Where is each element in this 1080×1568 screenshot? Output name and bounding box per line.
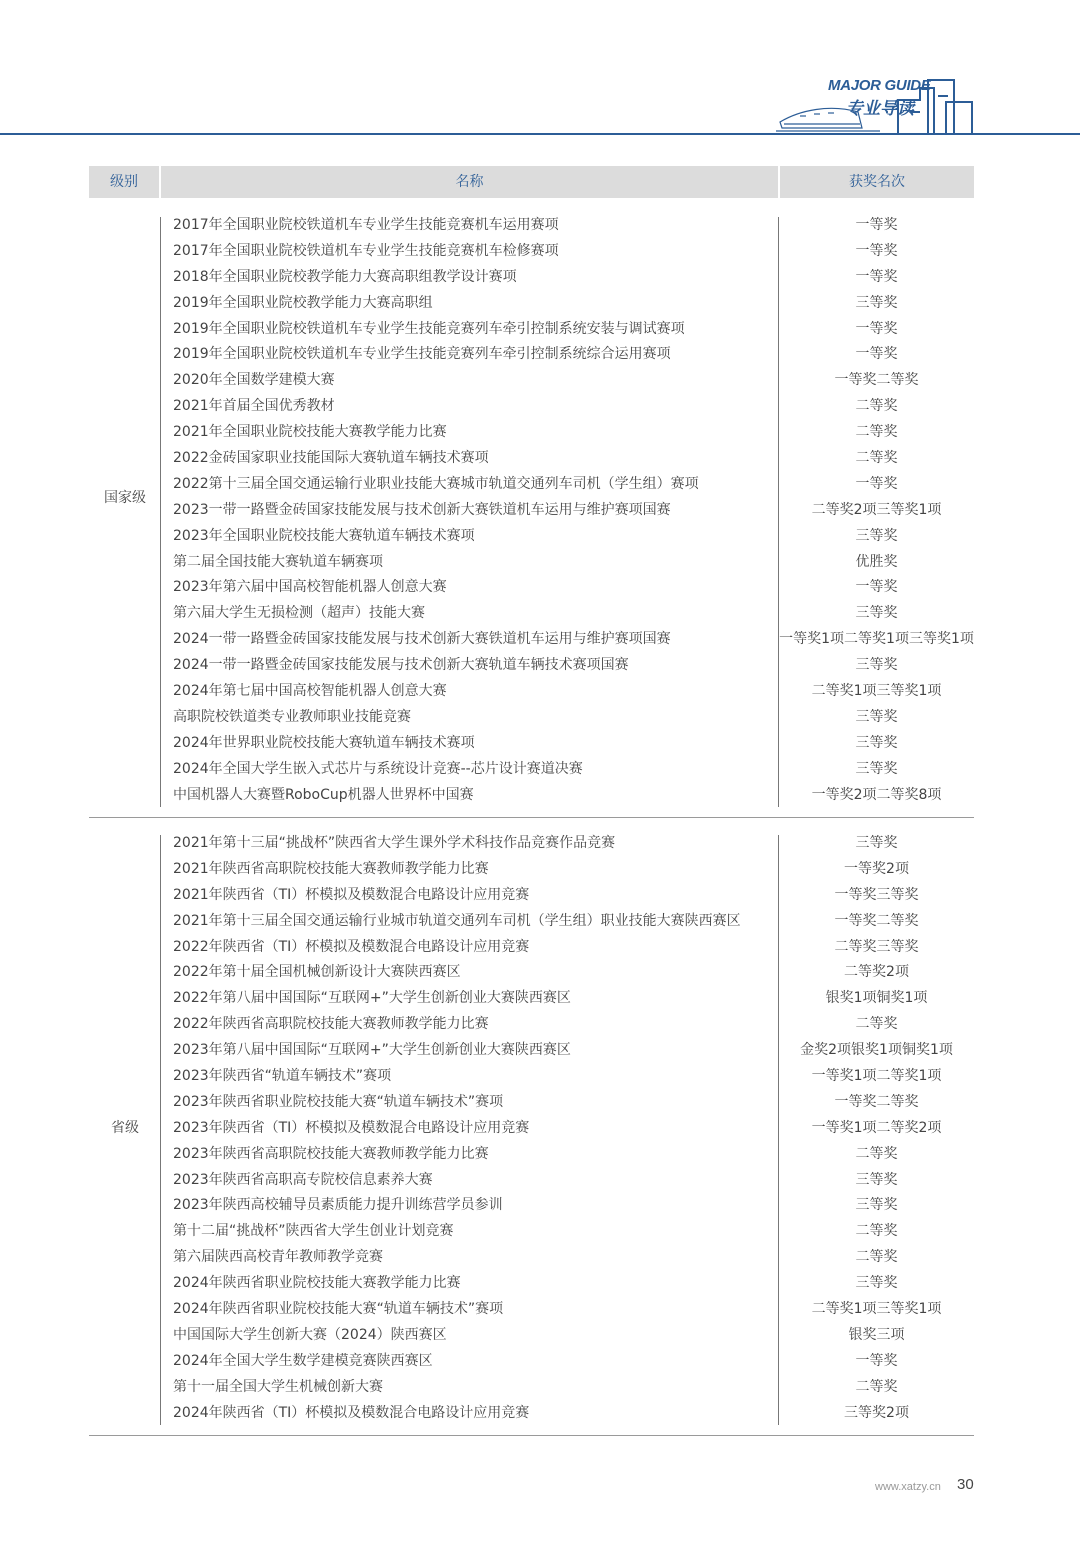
competition-name: 2023年陕西省职业院校技能大赛“轨道车辆技术”赛项: [173, 1093, 504, 1110]
competition-name: 2021年全国职业院校技能大赛教学能力比赛: [173, 424, 447, 441]
award-result: 二等奖1项三等奖1项: [811, 1301, 942, 1318]
table-bottom-rule: [89, 1435, 974, 1436]
table-row: [89, 705, 974, 731]
table-row: [89, 342, 974, 368]
table-row: [89, 986, 974, 1012]
table-row: [89, 291, 974, 317]
table-row: [89, 653, 974, 679]
competition-name: 第六届陕西高校青年教师教学竞赛: [173, 1249, 383, 1266]
award-result: 二等奖: [855, 450, 898, 467]
table-row: [89, 783, 974, 809]
major-guide-logo: [770, 72, 980, 138]
competition-name: 2024年第七届中国高校智能机器人创意大赛: [173, 683, 447, 700]
award-result: 二等奖: [855, 398, 898, 415]
competition-name: 中国国际大学生创新大赛（2024）陕西赛区: [173, 1326, 447, 1343]
award-result: 三等奖: [855, 605, 898, 622]
competition-name: 2024年陕西省职业院校技能大赛“轨道车辆技术”赛项: [173, 1301, 504, 1318]
competition-name: 中国机器人大赛暨RoboCup机器人世界杯中国赛: [173, 786, 474, 803]
award-result: 三等奖: [855, 527, 898, 544]
competition-name: 2019年全国职业院校铁道机车专业学生技能竞赛列车牵引控制系统综合运用赛项: [173, 346, 671, 363]
award-result: 三等奖: [855, 760, 898, 777]
competition-name: 2017年全国职业院校铁道机车专业学生技能竞赛机车检修赛项: [173, 242, 559, 259]
competition-name: 2024一带一路暨金砖国家技能发展与技术创新大赛铁道机车运用与维护赛项国赛: [173, 631, 671, 648]
competition-name: 2024年陕西省职业院校技能大赛教学能力比赛: [173, 1275, 461, 1292]
competition-name: 2024年世界职业院校技能大赛轨道车辆技术赛项: [173, 734, 475, 751]
competition-name: 2019年全国职业院校教学能力大赛高职组: [173, 294, 433, 311]
table-row: [89, 1297, 974, 1323]
award-result: 一等奖二等奖: [834, 372, 919, 389]
table-row: [89, 1219, 974, 1245]
level-label: 国家级: [104, 490, 146, 506]
award-result: 一等奖: [855, 475, 898, 492]
table-row: [89, 857, 974, 883]
table-row: [89, 1375, 974, 1401]
table-row: [89, 239, 974, 265]
award-result: 二等奖三等奖: [834, 938, 919, 955]
competition-name: 2020年全国数学建模大赛: [173, 372, 335, 389]
competition-name: 2022金砖国家职业技能国际大赛轨道车辆技术赛项: [173, 450, 489, 467]
table-row: [89, 1090, 974, 1116]
award-result: 二等奖: [855, 1223, 898, 1240]
table-row: [89, 550, 974, 576]
award-result: 一等奖: [855, 346, 898, 363]
competition-name: 2023年全国职业院校技能大赛轨道车辆技术赛项: [173, 527, 475, 544]
award-result: 三等奖: [855, 708, 898, 725]
table-row: [89, 627, 974, 653]
award-result: 三等奖: [855, 657, 898, 674]
award-result: 银奖1项铜奖1项: [825, 990, 928, 1007]
award-result: 一等奖: [855, 1352, 898, 1369]
header-award: 获奖名次: [780, 166, 974, 198]
table-header: [89, 166, 974, 198]
competition-name: 2024年全国大学生嵌入式芯片与系统设计竞赛--芯片设计赛道决赛: [173, 760, 583, 777]
table-row: [89, 394, 974, 420]
competition-name: 2023年陕西省高职院校技能大赛教师教学能力比赛: [173, 1145, 489, 1162]
competition-name: 2022第十三届全国交通运输行业职业技能大赛城市轨道交通列车司机（学生组）赛项: [173, 475, 699, 492]
award-result: 二等奖: [855, 424, 898, 441]
award-result: 二等奖: [855, 1145, 898, 1162]
competition-name: 2024年陕西省（TI）杯模拟及模数混合电路设计应用竞赛: [173, 1404, 530, 1421]
award-result: 二等奖: [855, 1249, 898, 1266]
table-row: [89, 1245, 974, 1271]
header-level: 级别: [89, 166, 159, 198]
table-row: [89, 1271, 974, 1297]
table-row: [89, 831, 974, 857]
table-row: [89, 1064, 974, 1090]
competition-name: 2021年第十三届“挑战杯”陕西省大学生课外学术科技作品竞赛作品竞赛: [173, 835, 616, 851]
section-separator: [89, 817, 974, 818]
table-row: [89, 575, 974, 601]
award-result: 一等奖: [855, 579, 898, 596]
award-result: 一等奖2项二等奖8项: [811, 786, 942, 803]
section-national: [89, 213, 974, 809]
award-result: 三等奖: [855, 1171, 898, 1188]
table-row: [89, 1323, 974, 1349]
competition-name: 第十二届“挑战杯”陕西省大学生创业计划竞赛: [173, 1223, 454, 1240]
table-row: [89, 1038, 974, 1064]
competition-name: 2024年全国大学生数学建模竞赛陕西赛区: [173, 1352, 433, 1369]
award-result: 三等奖: [855, 734, 898, 751]
competition-name: 2021年陕西省（TI）杯模拟及模数混合电路设计应用竞赛: [173, 886, 530, 903]
table-row: [89, 265, 974, 291]
table-row: [89, 1142, 974, 1168]
logo-english-text: MAJOR GUIDE: [828, 77, 931, 94]
competition-name: 2018年全国职业院校教学能力大赛高职组教学设计赛项: [173, 268, 517, 285]
competition-name: 2022年第十届全国机械创新设计大赛陕西赛区: [173, 964, 461, 981]
table-row: [89, 420, 974, 446]
competition-name: 高职院校铁道类专业教师职业技能竞赛: [173, 708, 411, 725]
table-row: [89, 1193, 974, 1219]
award-result: 一等奖1项二等奖1项: [811, 1068, 942, 1085]
header-name: 名称: [161, 166, 778, 198]
award-result: 二等奖1项三等奖1项: [811, 683, 942, 700]
competition-name: 2022年陕西省高职院校技能大赛教师教学能力比赛: [173, 1016, 489, 1033]
award-list: [89, 213, 974, 808]
table-row: [89, 909, 974, 935]
table-row: [89, 1116, 974, 1142]
table-row: [89, 498, 974, 524]
page-footer: [850, 1476, 975, 1498]
table-row: [89, 446, 974, 472]
logo-chinese-text: 专业导读: [846, 99, 914, 119]
competition-name: 2021年陕西省高职院校技能大赛教师教学能力比赛: [173, 860, 489, 877]
competition-name: 2023年陕西省（TI）杯模拟及模数混合电路设计应用竞赛: [173, 1119, 530, 1136]
award-result: 二等奖2项三等奖1项: [811, 501, 942, 518]
competition-name: 2023年第八届中国国际“互联网+”大学生创新创业大赛陕西赛区: [173, 1042, 571, 1059]
page-number: 30: [957, 1476, 974, 1493]
competition-name: 2023年陕西省“轨道车辆技术”赛项: [173, 1068, 392, 1085]
competition-name: 第六届大学生无损检测（超声）技能大赛: [173, 605, 425, 622]
award-result: 一等奖二等奖: [834, 912, 919, 929]
table-row: [89, 679, 974, 705]
award-result: 一等奖: [855, 320, 898, 337]
competition-name: 2023年陕西高校辅导员素质能力提升训练营学员参训: [173, 1197, 503, 1214]
competition-name: 2022年陕西省（TI）杯模拟及模数混合电路设计应用竞赛: [173, 938, 530, 955]
competition-name: 2021年首届全国优秀教材: [173, 398, 335, 415]
table-row: [89, 731, 974, 757]
award-result: 三等奖2项: [844, 1404, 909, 1421]
award-result: 三等奖: [855, 294, 898, 311]
award-result: 金奖2项银奖1项铜奖1项: [800, 1042, 953, 1059]
award-result: 二等奖: [855, 1378, 898, 1395]
award-result: 三等奖: [855, 1275, 898, 1292]
award-result: 三等奖: [855, 1197, 898, 1214]
table-row: [89, 601, 974, 627]
award-result: 一等奖二等奖: [834, 1093, 919, 1110]
table-row: [89, 757, 974, 783]
award-result: 一等奖: [855, 242, 898, 259]
table-row: [89, 1349, 974, 1375]
table-row: [89, 213, 974, 239]
table-row: [89, 960, 974, 986]
competition-name: 2023年第六届中国高校智能机器人创意大赛: [173, 579, 447, 596]
award-result: 一等奖1项二等奖2项: [811, 1119, 942, 1136]
competition-name: 2023年陕西省高职高专院校信息素养大赛: [173, 1171, 433, 1188]
award-list: [89, 831, 974, 1426]
table-row: [89, 1012, 974, 1038]
table-row: [89, 317, 974, 343]
award-result: 一等奖: [855, 268, 898, 285]
table-row: [89, 883, 974, 909]
competition-name: 2023一带一路暨金砖国家技能发展与技术创新大赛铁道机车运用与维护赛项国赛: [173, 501, 671, 518]
table-row: [89, 524, 974, 550]
competition-name: 2021年第十三届全国交通运输行业城市轨道交通列车司机（学生组）职业技能大赛陕西赛区: [173, 912, 741, 929]
website-url: www.xatzy.cn: [875, 1481, 941, 1493]
competition-name: 第二届全国技能大赛轨道车辆赛项: [173, 553, 383, 570]
award-result: 一等奖: [855, 217, 898, 233]
award-result: 银奖三项: [848, 1326, 905, 1343]
table-row: [89, 1168, 974, 1194]
level-label: 省级: [111, 1120, 139, 1136]
award-result: 一等奖1项二等奖1项三等奖1项: [779, 631, 974, 648]
table-row: [89, 472, 974, 498]
competition-name: 2022年第八届中国国际“互联网+”大学生创新创业大赛陕西赛区: [173, 990, 571, 1007]
table-row: [89, 368, 974, 394]
section-provincial: [89, 831, 974, 1427]
award-result: 一等奖2项: [844, 860, 909, 877]
award-result: 二等奖2项: [844, 964, 909, 981]
award-result: 优胜奖: [855, 553, 898, 570]
table-row: [89, 1401, 974, 1427]
award-result: 三等奖: [855, 835, 898, 851]
competition-name: 第十一届全国大学生机械创新大赛: [173, 1378, 383, 1395]
award-result: 二等奖: [855, 1016, 898, 1033]
competition-name: 2024一带一路暨金砖国家技能发展与技术创新大赛轨道车辆技术赛项国赛: [173, 657, 629, 674]
competition-name: 2017年全国职业院校铁道机车专业学生技能竞赛机车运用赛项: [173, 217, 559, 233]
table-row: [89, 935, 974, 961]
competition-name: 2019年全国职业院校铁道机车专业学生技能竞赛列车牵引控制系统安装与调试赛项: [173, 320, 685, 337]
award-result: 一等奖三等奖: [834, 886, 919, 903]
